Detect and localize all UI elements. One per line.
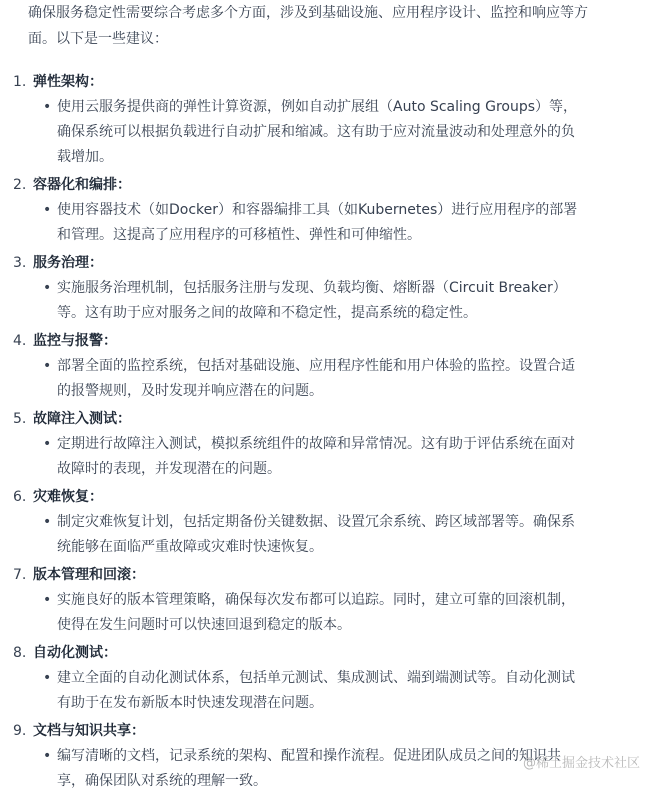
- bullet-icon: •: [43, 748, 52, 764]
- item-detail-list: [33, 354, 588, 404]
- item-number: 4.: [13, 333, 27, 349]
- item-detail: [43, 198, 588, 248]
- item-detail: [43, 354, 588, 404]
- item-number: 5.: [13, 411, 27, 427]
- chat-response: [13, 0, 588, 797]
- list-item: [13, 641, 588, 716]
- list-item: [13, 251, 588, 326]
- item-detail-list: [33, 432, 588, 482]
- item-detail-text: 实施良好的版本管理策略，确保每次发布都可以追踪。同时，建立可靠的回滚机制，使得在发生问题时可以快速回退到稳定的版本。: [57, 592, 575, 633]
- item-detail-list: [33, 276, 588, 326]
- item-detail-text: 编写清晰的文档，记录系统的架构、配置和操作流程。促进团队成员之间的知识共享，确保团队对系统的理解一致。: [57, 748, 561, 789]
- item-title: 文档与知识共享：: [33, 723, 145, 739]
- recommendation-list: [13, 70, 588, 794]
- item-title: 版本管理和回滚：: [33, 567, 145, 583]
- list-item: [13, 485, 588, 560]
- item-detail-text: 使用容器技术（如Docker）和容器编排工具（如Kubernetes）进行应用程序的部署和管理。这提高了应用程序的可移植性、弹性和可伸缩性。: [57, 202, 578, 243]
- list-item: [13, 563, 588, 638]
- item-title: 灾难恢复：: [33, 489, 103, 505]
- item-detail: [43, 432, 588, 482]
- item-detail: [43, 666, 588, 716]
- bullet-icon: •: [43, 280, 52, 296]
- item-detail-text: 部署全面的监控系统，包括对基础设施、应用程序性能和用户体验的监控。设置合适的报警规则，及时发现并响应潜在的问题。: [57, 358, 575, 399]
- item-detail: [43, 95, 588, 170]
- item-detail-text: 制定灾难恢复计划，包括定期备份关键数据、设置冗余系统、跨区域部署等。确保系统能够在面临严重故障或灾难时快速恢复。: [57, 514, 575, 555]
- bullet-icon: •: [43, 670, 52, 686]
- watermark: @稀土掘金技术社区: [522, 756, 640, 771]
- item-detail: [43, 588, 588, 638]
- item-title: 自动化测试：: [33, 645, 117, 661]
- item-number: 7.: [13, 567, 27, 583]
- item-number: 9.: [13, 723, 27, 739]
- bullet-icon: •: [43, 99, 52, 115]
- intro-paragraph: 确保服务稳定性需要综合考虑多个方面，涉及到基础设施、应用程序设计、监控和响应等方面。以下是一些建议：: [28, 5, 588, 47]
- item-number: 2.: [13, 177, 27, 193]
- item-number: 6.: [13, 489, 27, 505]
- list-item: [13, 70, 588, 170]
- bullet-icon: •: [43, 202, 52, 218]
- item-title: 故障注入测试：: [33, 411, 131, 427]
- item-detail-text: 使用云服务提供商的弹性计算资源，例如自动扩展组（Auto Scaling Groups）等，确保系统可以根据负载进行自动扩展和缩减。这有助于应对流量波动和处理意外的负载增加。: [57, 99, 578, 165]
- item-detail: [43, 510, 588, 560]
- bullet-icon: •: [43, 358, 52, 374]
- item-detail-list: [33, 744, 588, 794]
- item-detail-list: [33, 95, 588, 170]
- bullet-icon: •: [43, 514, 52, 530]
- item-detail: [43, 744, 588, 794]
- item-number: 8.: [13, 645, 27, 661]
- item-detail-text: 实施服务治理机制，包括服务注册与发现、负载均衡、熔断器（Circuit Breaker）等。这有助于应对服务之间的故障和不稳定性，提高系统的稳定性。: [57, 280, 567, 321]
- item-detail: [43, 276, 588, 326]
- bullet-icon: •: [43, 592, 52, 608]
- item-number: 1.: [13, 74, 27, 90]
- item-detail-text: 建立全面的自动化测试体系，包括单元测试、集成测试、端到端测试等。自动化测试有助于在发布新版本时快速发现潜在问题。: [57, 670, 575, 711]
- item-title: 监控与报警：: [33, 333, 117, 349]
- item-detail-list: [33, 198, 588, 248]
- item-title: 容器化和编排：: [33, 177, 131, 193]
- item-title: 服务治理：: [33, 255, 103, 271]
- item-detail-text: 定期进行故障注入测试，模拟系统组件的故障和异常情况。这有助于评估系统在面对故障时的表现，并发现潜在的问题。: [57, 436, 575, 477]
- item-title: 弹性架构：: [33, 74, 103, 90]
- list-item: [13, 173, 588, 248]
- item-detail-list: [33, 510, 588, 560]
- list-item: [13, 719, 588, 794]
- item-detail-list: [33, 588, 588, 638]
- item-number: 3.: [13, 255, 27, 271]
- item-detail-list: [33, 666, 588, 716]
- list-item: [13, 407, 588, 482]
- list-item: [13, 329, 588, 404]
- bullet-icon: •: [43, 436, 52, 452]
